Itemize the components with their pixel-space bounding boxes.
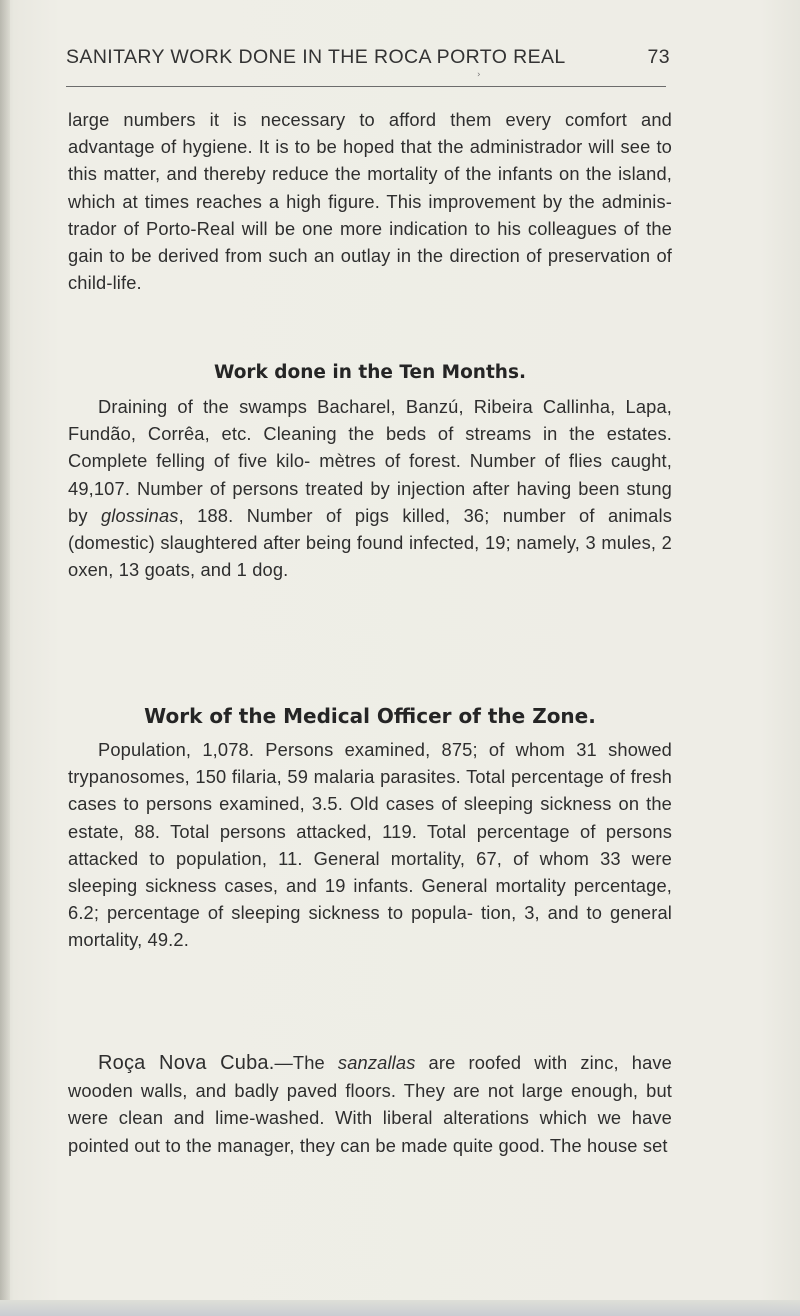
caret-mark-icon: › <box>477 70 481 80</box>
italic-term-sanzallas: sanzallas <box>337 1052 416 1073</box>
header-rule <box>66 86 666 87</box>
paragraph-medical-officer: Population, 1,078. Persons examined, 875; of whom 31 showed trypanosomes, 150 filaria, 59 malaria parasites. Total percentage of fresh cases to persons examined, 3.5. Old cases of sleeping sickness on the estate, 88. Total persons attacked, 119. Total percentage of persons attacked to population, 11. General mortality, 67, of whom 33 were sleeping sickness cases, and 19 infants. General mortality percentage, 6.2; percentage of sleeping sickness to popula- tion, 3, and to general mortality, 49.2. <box>68 739 672 951</box>
italic-term-glossinas: glossinas <box>100 504 179 526</box>
ten-months-text-start: Draining of the swamps Bacharel, Banzú, Ribeira Callinha, Lapa, Fundão, Corrêa, etc. Cleaning the beds of streams in the estates. Complete felling of five kilo- mètres of forest. Number of flies caught, 49,107. Number of persons treated by injection after having been stung by <box>68 396 672 526</box>
roca-text-rest: are roofed with zinc, have wooden walls, and badly paved floors. They are not large enough, but were clean and lime-washed. With liberal alterations which we have pointed out to the manager, they can be made quite good. The house set <box>68 1052 672 1156</box>
paragraph-ten-months <box>68 393 672 583</box>
running-head <box>66 46 670 69</box>
paragraph-roca-nova-cuba <box>68 1049 672 1159</box>
roca-text-dash: —The <box>274 1052 325 1073</box>
running-head-title: SANITARY WORK DONE IN THE ROCA PORTO REAL <box>66 46 566 68</box>
run-in-heading-roca-nova-cuba: Roça Nova Cuba. <box>98 1052 275 1074</box>
page-number: 73 <box>647 46 670 68</box>
section-heading-medical-officer: Work of the Medical Officer of the Zone. <box>144 704 596 728</box>
paragraph-hygiene: large numbers it is necessary to afford them every comfort and advantage of hygiene. It is to be hoped that the administrador will see to this matter, and thereby reduce the mortality of the infants on the island, which at times reaches a high figure. This improvement by the adminis- trador of Porto-Real will be one more indication to his colleagues of the gain to be derived from such an outlay in the direction of preservation of child-life. <box>68 109 672 294</box>
section-heading-ten-months: Work done in the Ten Months. <box>213 362 527 383</box>
page-binding-edge <box>0 0 10 1316</box>
page-bottom-edge <box>0 1300 800 1316</box>
ten-months-text-end: , 188. Number of pigs killed, 36; number of animals (domestic) slaughtered after being found infected, 19; namely, 3 mules, 2 oxen, 13 goats, and 1 dog. <box>68 504 673 581</box>
